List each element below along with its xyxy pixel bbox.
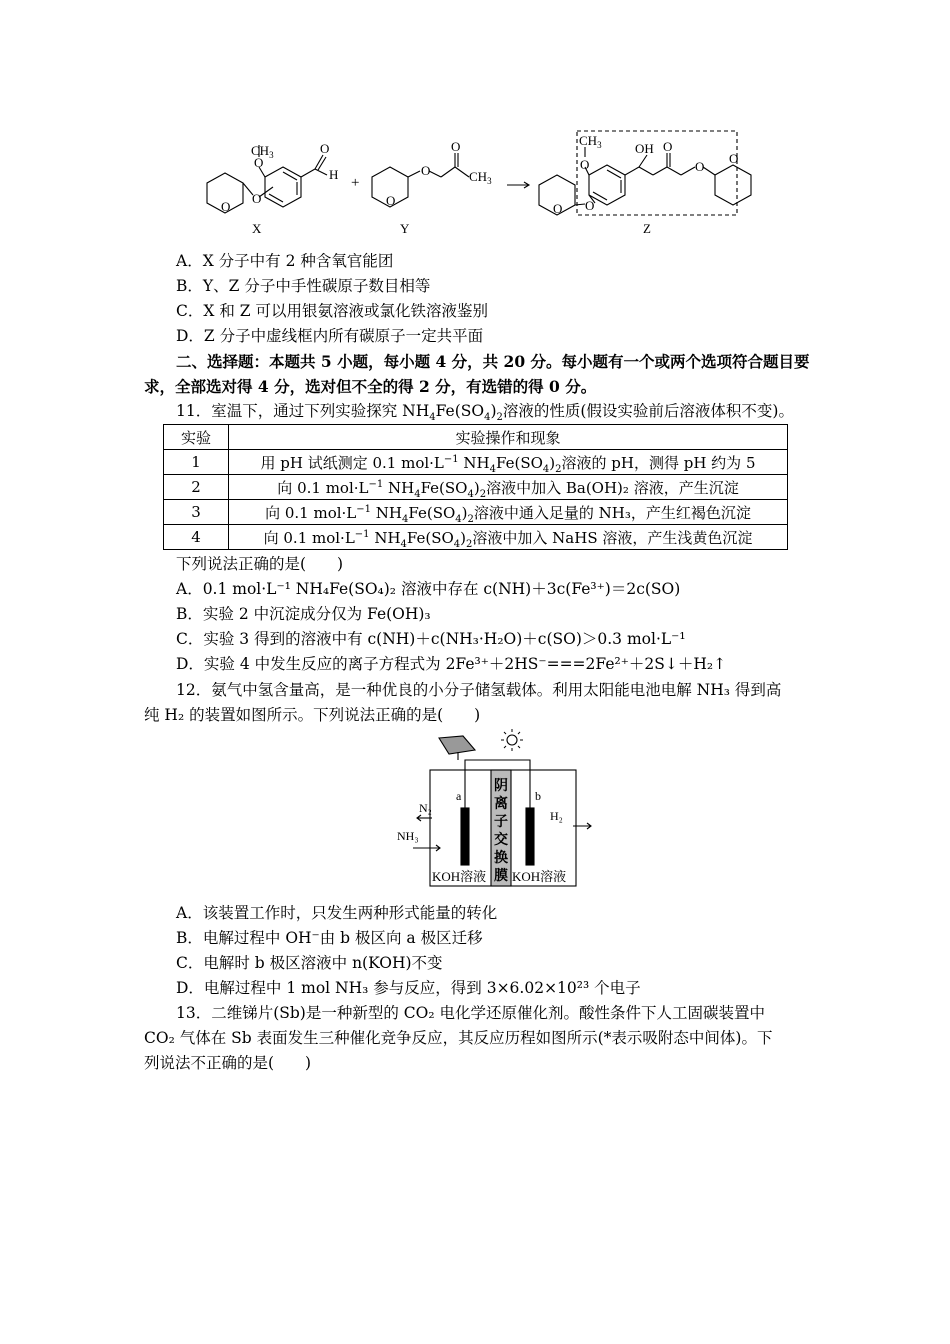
y-o-ether: O [421,163,431,178]
q11-option-d: D．实验 4 中发生反应的离子方程式为 2Fe³⁺＋2HS⁻===2Fe²⁺＋2S↓＋H₂↑ [176,655,727,673]
membrane-char: 阴 [494,779,508,794]
solar-panel-icon [439,736,475,754]
electrode-a-label: a [456,789,462,803]
x-h: H [329,167,339,182]
label-z: Z [643,221,651,236]
electrolysis-figure [395,728,610,890]
electrode-a [461,808,469,865]
table-row: 3 向 0.1 $mol\cdot L^{-1}$ $NH_4Fe(SO_4)_2$溶液中通入足量的 NH₃，产生红褐色沉淀 [164,500,788,525]
z-pyran-right [715,165,751,205]
membrane-char: 子 [494,815,508,830]
koh-left-label: KOH溶液 [432,869,487,884]
z-benzene-ring [589,165,625,205]
q12-option-b: B．电解过程中 OH⁻由 b 极区向 a 极区迁移 [176,929,483,947]
q11-stem: 11．室温下，通过下列实验探究 $NH_4Fe(SO_4)_2$溶液的性质(假设实验前后溶液体积不变)。 [176,402,794,424]
q11-option-a: A．0.1 mol·L⁻¹ NH₄Fe(SO₄)₂ 溶液中存在 c(NH)＋3c(Fe³⁺)＝2c(SO) [176,580,681,598]
svg-text:CH3 [579,133,602,150]
q11-option-c: C．实验 3 得到的溶液中有 c(NH)＋c(NH₃·H₂O)＋c(SO)＞0.3 mol·L⁻¹ [176,630,686,648]
q11-experiment-table [163,424,788,550]
svg-text:CH3 [469,169,492,186]
table-header-col1: 实验 [164,425,229,450]
x-o-methoxy: O [254,155,264,170]
reaction-scheme-figure [195,125,795,240]
z-o-ketone: O [663,139,673,154]
q10-option-d: D．Z 分子中虚线框内所有碳原子一定共平面 [176,327,484,345]
q10-option-a: A．X 分子中有 2 种含氧官能团 [176,252,394,270]
z-o-ring-right: O [729,151,739,166]
electrode-b [526,808,534,865]
q11-option-b: B．实验 2 中沉淀成分仅为 Fe(OH)₃ [176,605,431,623]
section2-heading-line2: 求，全部选对得 4 分，选对但不全的得 2 分，有选错的得 0 分。 [144,377,597,396]
q12-option-c: C．电解时 b 极区溶液中 n(KOH)不变 [176,954,443,972]
q10-option-b: B．Y、Z 分子中手性碳原子数目相等 [176,277,431,295]
q12-stem-line2: 纯 H₂ 的装置如图所示。下列说法正确的是( ) [144,706,481,724]
x-o-ether: O [252,191,262,206]
x-o-aldehyde: O [320,141,330,156]
q10-option-c: C．X 和 Z 可以用银氨溶液或氯化铁溶液鉴别 [176,302,488,320]
membrane-char: 交 [494,833,508,848]
y-ch3: CH [469,169,488,184]
label-y: Y [400,221,410,236]
n2-label: N₂ [419,801,432,815]
table-row: 2 向 0.1 $mol\cdot L^{-1}$ $NH_4Fe(SO_4)_2$溶液中加入 Ba(OH)₂ 溶液，产生沉淀 [164,475,788,500]
z-o-methoxy: O [580,157,590,172]
koh-right-label: KOH溶液 [512,869,567,884]
q13-stem-line1: 13．二维锑片(Sb)是一种新型的 CO₂ 电化学还原催化剂。酸性条件下人工固碳装置中 [176,1004,765,1022]
q12-option-a: A．该装置工作时，只发生两种形式能量的转化 [176,904,498,922]
membrane-char: 离 [494,797,508,812]
label-x: X [252,221,262,236]
plus-sign: + [351,175,360,191]
y-o-ketone: O [451,139,461,154]
z-o-ether: O [585,198,595,213]
z-ch3: CH [579,133,598,148]
electrode-b-label: b [535,789,541,803]
x-ch3-sub: 3 [269,150,274,160]
z-ch3-sub: 3 [597,140,602,150]
table-row: 4 向 0.1 $mol\cdot L^{-1}$ $NH_4Fe(SO_4)_2$溶液中加入 NaHS 溶液，产生浅黄色沉淀 [164,525,788,550]
q11-prompt: 下列说法正确的是( ) [176,555,344,573]
x-ch3: CH [251,143,270,158]
table-header-col2: 实验操作和现象 [229,425,788,450]
h2-label: H₂ [550,809,563,823]
q13-stem-line3: 列说法不正确的是( ) [144,1054,312,1072]
q12-stem-line1: 12．氨气中氢含量高，是一种优良的小分子储氢载体。利用太阳能电池电解 NH₃ 得到高 [176,681,782,699]
table-row: 1 用 pH 试纸测定 0.1 $mol\cdot L^{-1}$ $NH_4Fe(SO_4)_2$溶液的 pH，测得 pH 约为 5 [164,450,788,475]
y-ch3-sub: 3 [487,176,492,186]
q12-option-d: D．电解过程中 1 mol NH₃ 参与反应，得到 3×6.02×10²³ 个电子 [176,979,641,997]
z-o-ether-right: O [695,159,705,174]
z-oh: OH [635,141,654,156]
z-o-ring-left: O [553,201,563,216]
membrane-char: 换 [494,851,508,866]
y-o-ring: O [386,193,396,208]
sun-icon [507,735,517,745]
table-header-row [164,425,788,450]
section2-heading-line1: 二、选择题：本题共 5 小题，每小题 4 分，共 20 分。每小题有一个或两个选项符合题目要 [176,352,810,371]
nh3-label: NH₃ [397,829,419,843]
membrane-char: 膜 [494,869,508,884]
x-o-ring: O [221,199,231,214]
x-benzene-ring [265,167,301,207]
q13-stem-line2: CO₂ 气体在 Sb 表面发生三种催化竞争反应，其反应历程如图所示(*表示吸附态中间体)。下 [144,1029,773,1047]
